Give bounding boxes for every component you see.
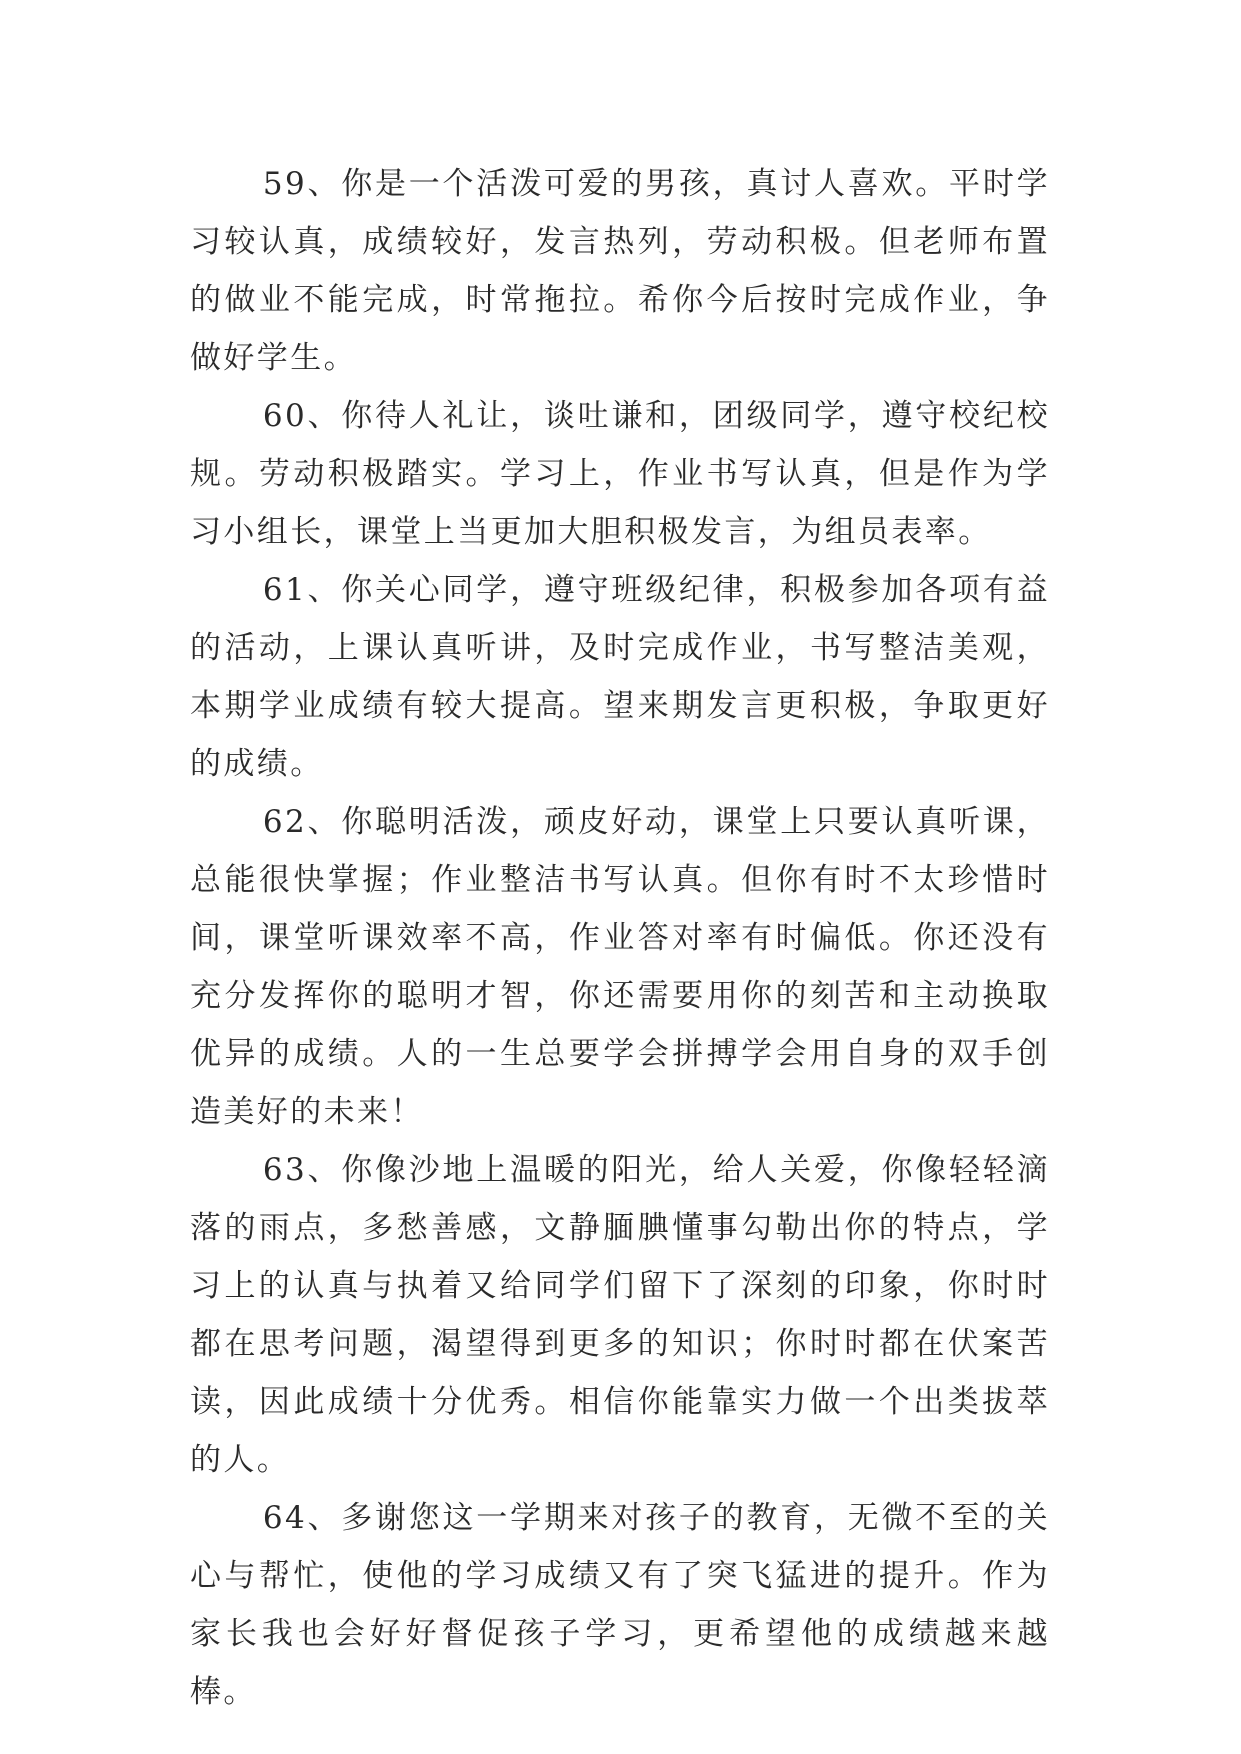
paragraph-60: 60、你待人礼让，谈吐谦和，团级同学，遵守校纪校规。劳动积极踏实。学习上，作业书写认真，但是作为学习小组长，课堂上当更加大胆积极发言，为组员表率。 (190, 398, 1050, 550)
paragraph-64: 64、多谢您这一学期来对孩子的教育，无微不至的关心与帮忙，使他的学习成绩又有了突飞猛进的提升。作为家长我也会好好督促孩子学习，更希望他的成绩越来越棒。 (190, 1500, 1050, 1710)
paragraph-61: 61、你关心同学，遵守班级纪律，积极参加各项有益的活动，上课认真听讲，及时完成作业，书写整洁美观，本期学业成绩有较大提高。望来期发言更积极，争取更好的成绩。 (190, 572, 1050, 782)
paragraph-59: 59、你是一个活泼可爱的男孩，真讨人喜欢。平时学习较认真，成绩较好，发言热列，劳动积极。但老师布置的做业不能完成，时常拖拉。希你今后按时完成作业，争做好学生。 (190, 166, 1050, 376)
paragraph-63: 63、你像沙地上温暖的阳光，给人关爱，你像轻轻滴落的雨点，多愁善感，文静腼腆懂事勾勒出你的特点，学习上的认真与执着又给同学们留下了深刻的印象，你时时都在思考问题，渴望得到更多的知识；你时时都在伏案苦读，因此成绩十分优秀。相信你能靠实力做一个出类拔萃的人。 (190, 1152, 1050, 1478)
document-body (190, 155, 1050, 1721)
paragraph-62: 62、你聪明活泼，顽皮好动，课堂上只要认真听课，总能很快掌握；作业整洁书写认真。但你有时不太珍惜时间，课堂听课效率不高，作业答对率有时偏低。你还没有充分发挥你的聪明才智，你还需要用你的刻苦和主动换取优异的成绩。人的一生总要学会拼搏学会用自身的双手创造美好的未来！ (190, 804, 1050, 1130)
